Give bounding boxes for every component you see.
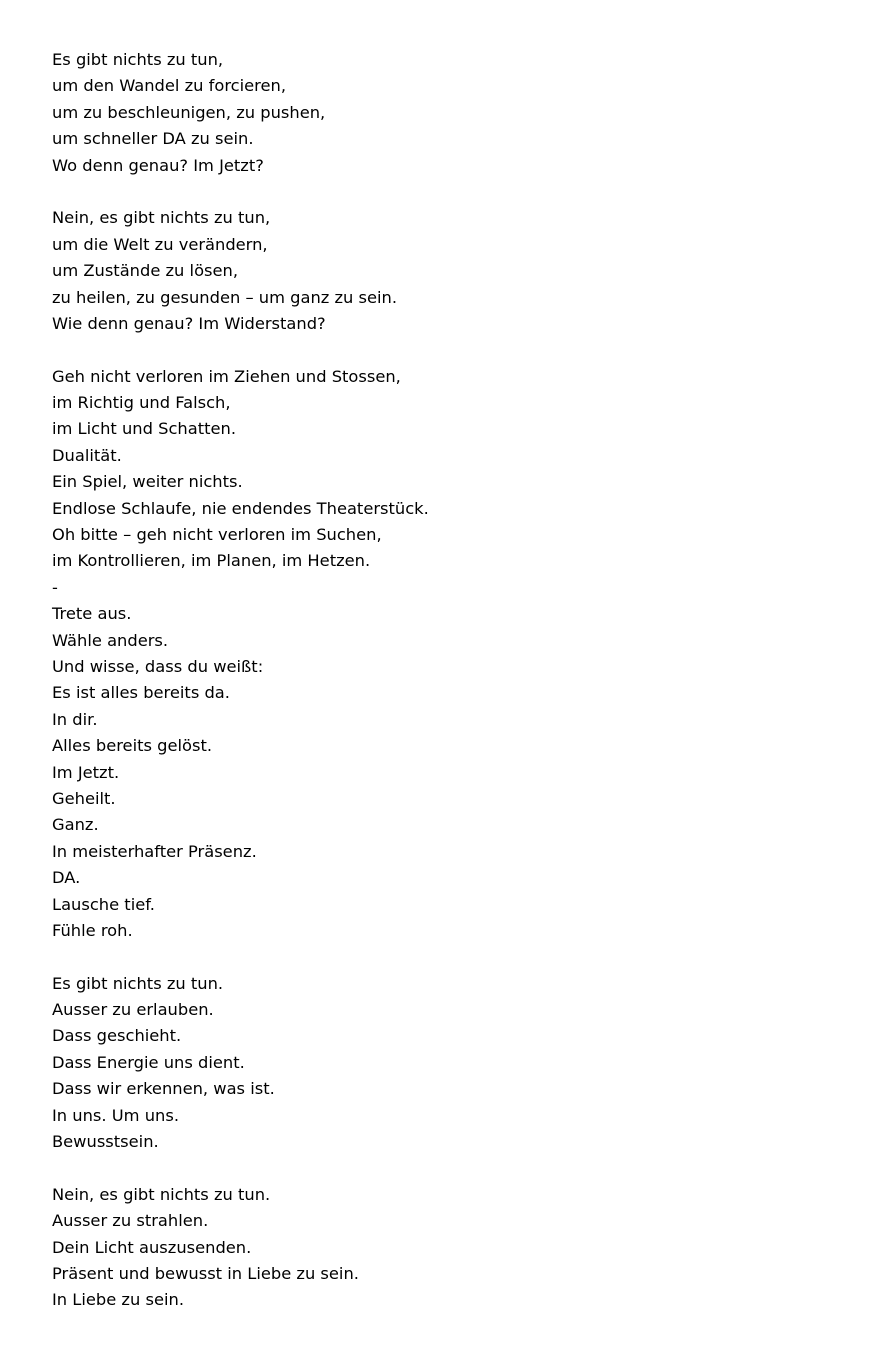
poem-line: Präsent und bewusst in Liebe zu sein. [52,1263,359,1283]
poem-line: In Liebe zu sein. [52,1290,184,1310]
poem-line: Fühle roh. [52,920,133,940]
poem-line: um schneller DA zu sein. [52,129,254,149]
stanza [52,971,852,1156]
poem-line: Ausser zu strahlen. [52,1211,209,1231]
poem-text [52,47,852,1340]
poem-line: Im Jetzt. [52,762,120,782]
poem-line: zu heilen, zu gesunden – um ganz zu sein. [52,287,398,307]
poem-line: Ganz. [52,815,99,835]
poem-line: Es gibt nichts zu tun. [52,973,224,993]
poem-line: Ein Spiel, weiter nichts. [52,472,243,492]
stanza [52,364,852,945]
poem-line: - [52,577,58,597]
poem-line: Endlose Schlaufe, nie endendes Theaterstück. [52,498,429,518]
poem-line: im Richtig und Falsch, [52,393,231,413]
poem-line: In dir. [52,709,98,729]
poem-line: Es ist alles bereits da. [52,683,230,703]
poem-line: Wähle anders. [52,630,169,650]
poem-line: Lausche tief. [52,894,155,914]
poem-line: Alles bereits gelöst. [52,736,213,756]
poem-line: Dass geschieht. [52,1026,182,1046]
stanza [52,1182,852,1314]
stanza [52,205,852,337]
poem-line: um Zustände zu lösen, [52,261,239,281]
poem-line: Nein, es gibt nichts zu tun, [52,208,271,228]
poem-line: im Licht und Schatten. [52,419,236,439]
poem-line: In meisterhafter Präsenz. [52,841,257,861]
poem-line: Dein Licht auszusenden. [52,1237,252,1257]
poem-line: um den Wandel zu forcieren, [52,76,287,96]
poem-line: Dualität. [52,445,122,465]
poem-line: im Kontrollieren, im Planen, im Hetzen. [52,551,371,571]
poem-line: Dass Energie uns dient. [52,1052,245,1072]
poem-line: Ausser zu erlauben. [52,1000,214,1020]
poem-line: Geheilt. [52,788,116,808]
poem-line: Dass wir erkennen, was ist. [52,1079,275,1099]
poem-line: Wo denn genau? Im Jetzt? [52,155,264,175]
poem-line: Und wisse, dass du weißt: [52,656,264,676]
poem-line: In uns. Um uns. [52,1105,180,1125]
poem-line: Es gibt nichts zu tun, [52,50,224,69]
poem-line: Bewusstsein. [52,1132,159,1152]
poem-line: um zu beschleunigen, zu pushen, [52,102,326,122]
poem-line: Geh nicht verloren im Ziehen und Stossen, [52,366,401,386]
poem-line: Trete aus. [52,604,132,624]
poem-line: Wie denn genau? Im Widerstand? [52,313,326,333]
poem-line: DA. [52,868,81,888]
stanza [52,47,852,179]
poem-line: Oh bitte – geh nicht verloren im Suchen, [52,525,382,545]
poem-line: Nein, es gibt nichts zu tun. [52,1184,271,1204]
poem-line: um die Welt zu verändern, [52,234,268,254]
